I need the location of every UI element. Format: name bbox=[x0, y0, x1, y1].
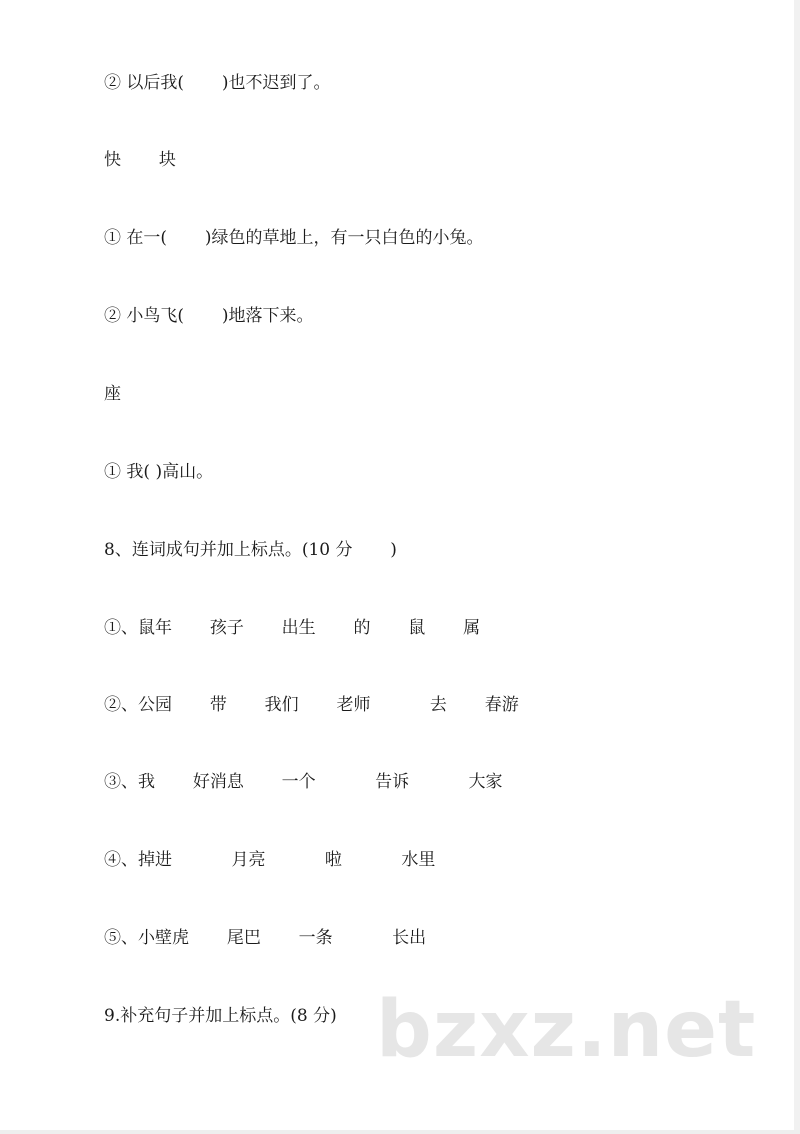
exercise-line-4: ① 我( )高山。 bbox=[104, 462, 214, 482]
word-pair-line: 快 块 bbox=[104, 150, 176, 170]
exercise-line-2: ① 在一( )绿色的草地上，有一只白色的小兔。 bbox=[104, 228, 484, 248]
watermark: bzxz.net bbox=[376, 985, 757, 1075]
word-line: 座 bbox=[104, 384, 121, 404]
exercise-line-3: ② 小鸟飞( )地落下来。 bbox=[104, 306, 314, 326]
sentence-item: ②、公园 带 我们 老师 去 春游 bbox=[104, 695, 519, 715]
sentence-item: ⑤、小壁虎 尾巴 一条 长出 bbox=[104, 928, 427, 948]
exercise-line-1: ② 以后我( )也不迟到了。 bbox=[104, 73, 331, 93]
page-edge bbox=[794, 0, 800, 1134]
sentence-item: ③、我 好消息 一个 告诉 大家 bbox=[104, 772, 503, 792]
question-heading: 9.补充句子并加上标点。(8 分) bbox=[104, 1006, 337, 1026]
sentence-item: ①、鼠年 孩子 出生 的 鼠 属 bbox=[104, 618, 481, 638]
page-edge bbox=[0, 1130, 800, 1134]
sentence-item: ④、掉进 月亮 啦 水里 bbox=[104, 850, 436, 870]
question-heading: 8、连词成句并加上标点。(10 分 ) bbox=[104, 540, 397, 560]
